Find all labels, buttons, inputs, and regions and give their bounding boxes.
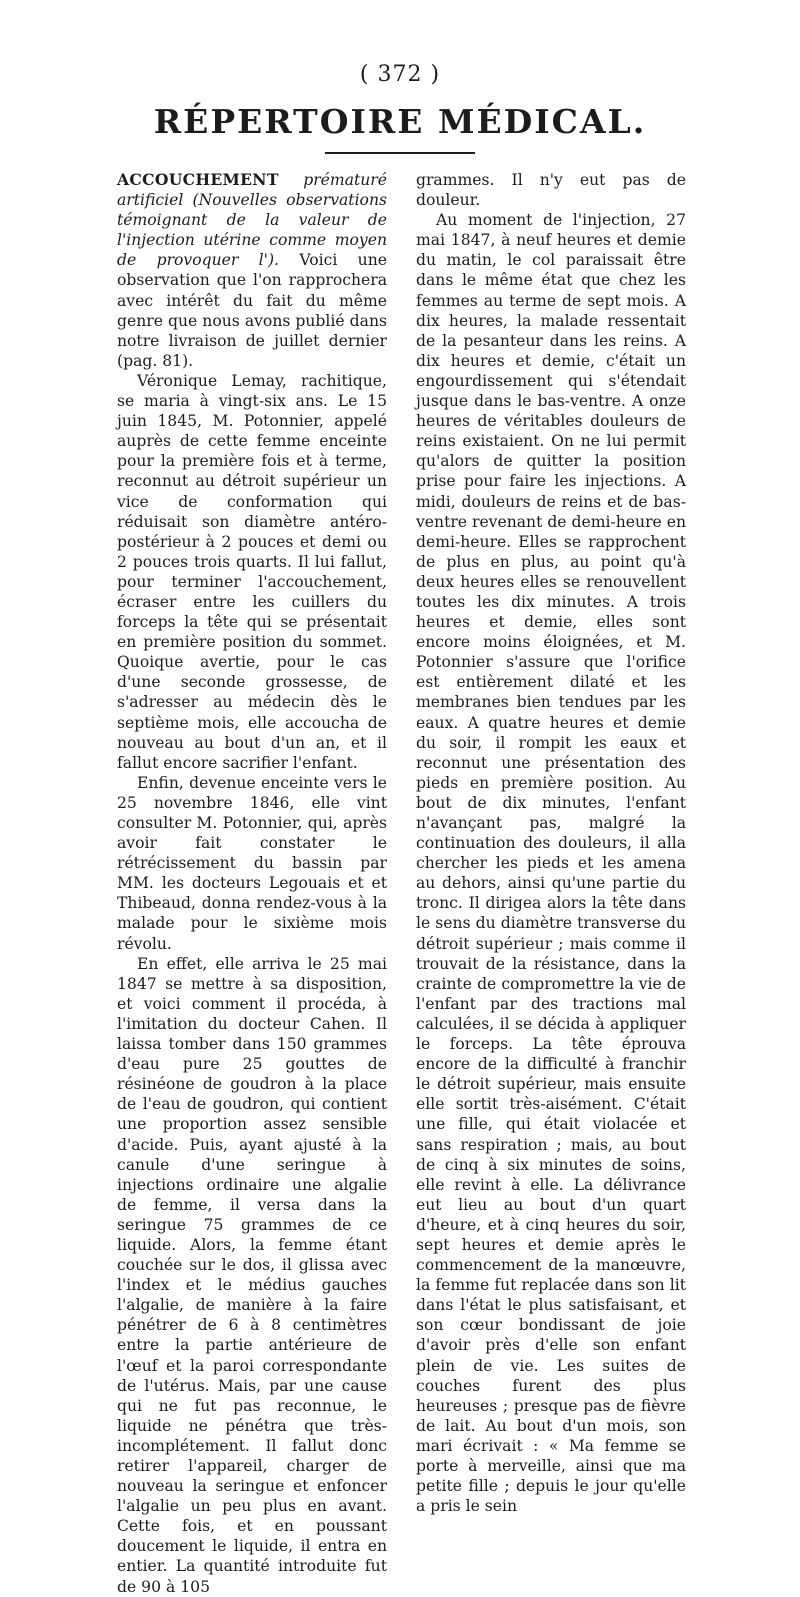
page-number: ( 372 ) — [359, 62, 441, 87]
title-rule — [325, 152, 475, 154]
paragraph: Au moment de l'injection, 27 mai 1847, à neuf heures et demie du matin, le col paraissait être dans le même état que chez les femmes au terme de sept mois. A dix heures, la malade ressentait de la pesanteur dans les reins. A dix heures et demie, c'était un engourdissement qui s'étendait jusque dans le bas-ventre. A onze heures de véritables douleurs de reins existaient. On ne lui permit qu'alors de quitter la position prise pour faire les injections. A midi, douleurs de reins et de bas-ventre revenant de demi-heure en demi-heure. Elles se rapprochent de plus en plus, au point qu'à deux heures elles se renouvellent toutes les dix minutes. A trois heures et demie, elles sont encore moins éloignées, et M. Potonnier s'assure que l'orifice est entièrement dilaté et les membranes bien tendues par les eaux. A quatre heures et demie du soir, il rompit les eaux et reconnut une présentation des pieds en première position. Au bout de dix minutes, l'enfant n'avançant pas, malgré la continuation des douleurs, il alla chercher les pieds et les amena au dehors, ainsi qu'une partie du tronc. Il dirigea alors la tête dans le sens du diamètre transverse du détroit supérieur ; mais comme il trouvait de la résistance, dans la crainte de compromettre la vie de l'enfant par des tractions mal calculées, il se décida à appliquer le forceps. La tête éprouva encore de la difficulté à franchir le détroit supérieur, mais ensuite elle sortit très-aisément. C'était une fille, qui était violacée et sans respiration ; mais, au bout de cinq à six minutes de soins, elle revint à elle. La délivrance eut lieu au bout d'un quart d'heure, et à cinq heures du soir, sept heures et demie après le commencement de la manœuvre, la femme fut replacée dans son lit dans l'état le plus satisfaisant, et son cœur bondissant de joie d'avoir près d'elle son enfant plein de vie. Les suites de couches furent des plus heureuses ; presque pas de fièvre de lait. Au bout d'un mois, son mari écrivait : « Ma femme se porte à merveille, ainsi que ma petite fille ; depuis le jour qu'elle a pris le sein — [416, 211, 686, 1516]
left-column — [117, 170, 387, 1597]
paragraph-text: Voici une observation que l'on rapprochera avec intérêt du fait du même genre que nous avons publié dans notre livraison de juillet dernier (pag. 81). — [117, 251, 387, 370]
right-column — [416, 170, 686, 1516]
article-heading: ACCOUCHEMENT — [117, 170, 279, 189]
paragraph-continued: grammes. Il n'y eut pas de douleur. — [416, 171, 686, 210]
paragraph: Enfin, devenue enceinte vers le 25 novembre 1846, elle vint consulter M. Potonnier, qui, après avoir fait constater le rétrécissement du bassin par MM. les docteurs Legouais et et Thibeaud, donna rendez-vous à la malade pour le sixième mois révolu. — [117, 773, 387, 953]
article-subtitle: prématuré artificiel (Nouvelles observations témoignant de la valeur de l'injection utérine comme moyen de provoquer l'). — [117, 171, 387, 270]
article-lead-paragraph — [117, 170, 387, 371]
paragraph: En effet, elle arriva le 25 mai 1847 se mettre à sa disposition, et voici comment il procéda, à l'imitation du docteur Cahen. Il laissa tomber dans 150 grammes d'eau pure 25 gouttes de résinéone de goudron à la place de l'eau de goudron, qui contient une proportion assez sensible d'acide. Puis, ayant ajusté à la canule d'une seringue à injections ordinaire une algalie de femme, il versa dans la seringue 75 grammes de ce liquide. Alors, la femme étant couchée sur le dos, il glissa avec l'index et le médius gauches l'algalie, de manière à la faire pénétrer de 6 à 8 centimètres entre la partie antérieure de l'œuf et la paroi correspondante de l'utérus. Mais, par une cause qui ne fut pas reconnue, le liquide ne pénétra que très-incomplétement. Il fallut donc retirer l'appareil, charger de nouveau la seringue et enfoncer l'algalie un peu plus en avant. Cette fois, et en poussant doucement le liquide, il entra en entier. La quantité introduite fut de 90 à 105 — [117, 954, 387, 1596]
page-title: RÉPERTOIRE MÉDICAL. — [153, 102, 647, 141]
paragraph: Véronique Lemay, rachitique, se maria à vingt-six ans. Le 15 juin 1845, M. Potonnier, appelé auprès de cette femme enceinte pour la première fois et à terme, reconnut au détroit supérieur un vice de conformation qui réduisait son diamètre antéro-postérieur à 2 pouces et demi ou 2 pouces trois quarts. Il lui fallut, pour terminer l'accouchement, écraser entre les cuillers du forceps la tête qui se présentait en première position du sommet. Quoique avertie, pour le cas d'une seconde grossesse, de s'adresser au médecin dès le septième mois, elle accoucha de nouveau au bout d'un an, et il fallut encore sacrifier l'enfant. — [117, 371, 387, 772]
